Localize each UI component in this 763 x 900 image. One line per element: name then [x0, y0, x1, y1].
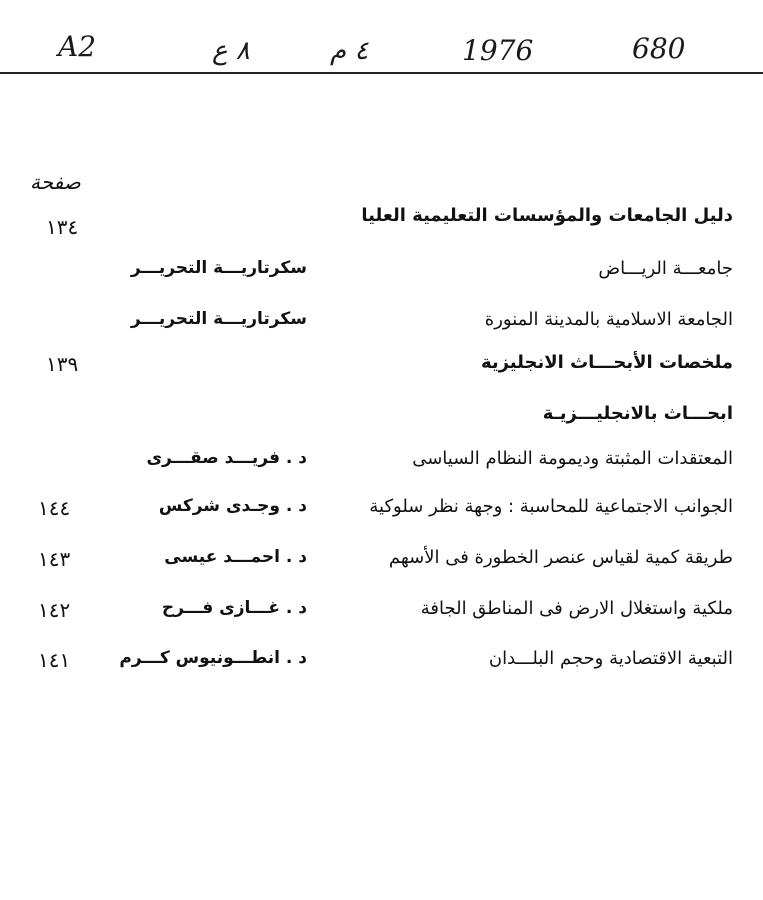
- header-year: 1976: [462, 34, 534, 67]
- entry-author: د . غـــازى فـــرح: [161, 598, 307, 618]
- toc-entry: [0, 496, 763, 526]
- entry-page: ١٣٩: [46, 352, 79, 376]
- toc-entry: [0, 309, 763, 339]
- entry-title: ابحـــاث بالانجليـــزيـة: [542, 403, 733, 424]
- header-rule: [0, 72, 763, 74]
- entry-title: ملخصات الأبحـــاث الانجليزية: [480, 352, 733, 373]
- entry-author: سكرتاريـــة التحريـــر: [130, 258, 307, 278]
- entry-author: د . فريـــد صقـــرى: [146, 448, 307, 468]
- entry-author: د . انطـــونيوس كـــرم: [119, 648, 307, 668]
- toc-entry: [0, 598, 763, 628]
- entry-title: الجامعة الاسلامية بالمدينة المنورة: [484, 309, 733, 330]
- header-part2: ٤ م: [330, 36, 369, 66]
- entry-author: د . وجـدى شركس: [158, 496, 307, 516]
- toc-entry: [0, 403, 763, 433]
- toc-entry: [0, 448, 763, 478]
- entry-title: طريقة كمية لقياس عنصر الخطورة فى الأسهم: [388, 547, 733, 568]
- toc-entry: [0, 648, 763, 678]
- entry-title: جامعـــة الريـــاض: [598, 258, 733, 279]
- entry-author: سكرتاريـــة التحريـــر: [130, 309, 307, 329]
- entry-page: ١٤٢: [38, 598, 71, 622]
- entry-page: ١٤١: [38, 648, 71, 672]
- entry-author: د . احمـــد عيسى: [164, 547, 307, 567]
- toc-entry: [0, 352, 763, 382]
- entry-page: ١٤٣: [38, 547, 71, 571]
- header-part1: ٨ ع: [212, 36, 250, 66]
- entry-title: التبعية الاقتصادية وحجم البلـــدان: [488, 648, 733, 669]
- toc-entry: [0, 547, 763, 577]
- toc-entry: [0, 205, 763, 239]
- entry-title: المعتقدات المثبتة وديمومة النظام السياسى: [412, 448, 733, 469]
- page-column-label: صفحة: [30, 170, 81, 194]
- entry-page: ١٤٤: [38, 496, 71, 520]
- entry-title: ملكية واستغلال الارض فى المناطق الجافة: [420, 598, 733, 619]
- toc-entry: [0, 258, 763, 288]
- entry-title: الجوانب الاجتماعية للمحاسبة : وجهة نظر سلوكية: [369, 496, 733, 517]
- header-number: 680: [632, 32, 686, 65]
- entry-page: ١٣٤: [46, 215, 79, 239]
- entry-title: دليل الجامعات والمؤسسات التعليمية العليا: [361, 205, 733, 226]
- header-code: A2: [58, 30, 97, 63]
